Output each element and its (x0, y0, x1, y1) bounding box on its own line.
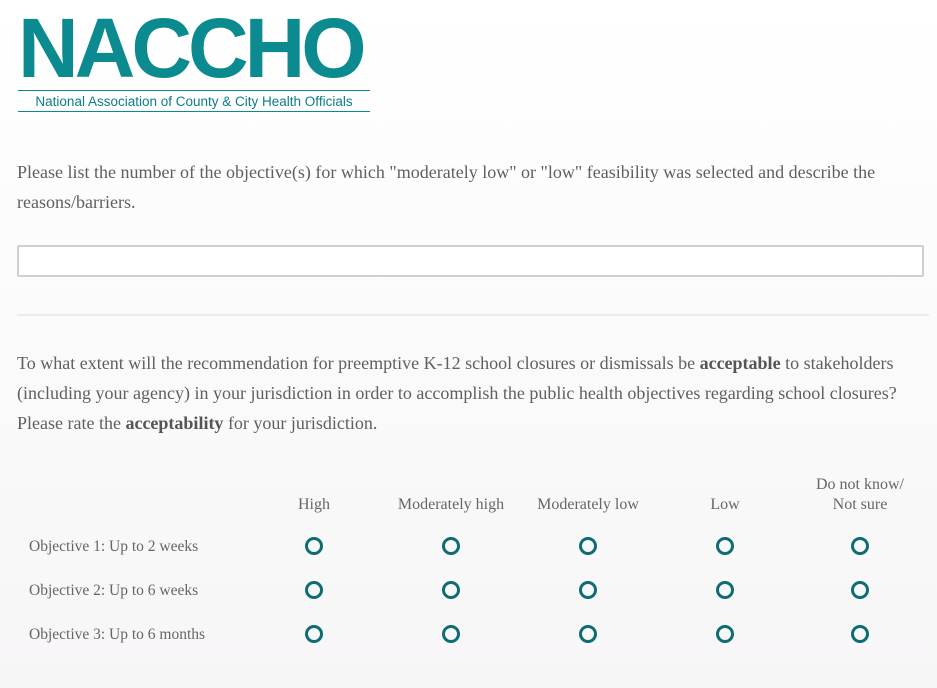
question-divider (17, 314, 929, 316)
radio-objective-1-low[interactable] (716, 537, 734, 555)
radio-objective-3-moderately-high[interactable] (442, 625, 460, 643)
radio-objective-2-not-sure[interactable] (851, 581, 869, 599)
radio-objective-1-not-sure[interactable] (851, 537, 869, 555)
radio-objective-2-low[interactable] (716, 581, 734, 599)
radio-objective-1-moderately-low[interactable] (579, 537, 597, 555)
row-label-objective-2: Objective 2: Up to 6 weeks (29, 582, 199, 599)
radio-objective-3-low[interactable] (716, 625, 734, 643)
question-2-part3: for your jurisdiction. (223, 413, 378, 433)
reasons-barriers-input[interactable] (17, 245, 924, 277)
radio-objective-3-moderately-low[interactable] (579, 625, 597, 643)
naccho-logo (18, 1, 378, 112)
logo-wordmark: NACCHO (18, 1, 363, 95)
logo-subtitle: National Association of County & City Health Officials (18, 90, 370, 112)
radio-objective-2-moderately-high[interactable] (442, 581, 460, 599)
column-header-moderately-high: Moderately high (397, 496, 505, 513)
question-2-text (17, 348, 902, 438)
row-label-objective-1: Objective 1: Up to 2 weeks (29, 538, 199, 555)
question-2-part2: to stakeholders (including your agency) in your jurisdiction in order to accomplish the public health objectives regarding school closures? Please rate the (17, 353, 897, 433)
question-1-text: Please list the number of the objective(s) for which "moderately low" or "low" feasibility was selected and describe the reasons/barriers. (17, 162, 876, 212)
column-header-not-sure-line1: Do not know/ (816, 476, 904, 493)
radio-objective-3-high[interactable] (305, 625, 323, 643)
radio-objective-3-not-sure[interactable] (851, 625, 869, 643)
radio-objective-2-high[interactable] (305, 581, 323, 599)
question-2-part1: To what extent will the recommendation for preemptive K-12 school closures or dismissals be (17, 353, 700, 373)
row-label-objective-3: Objective 3: Up to 6 months (29, 626, 206, 643)
question-2-bold-acceptability: acceptability (125, 413, 224, 433)
column-header-moderately-low: Moderately low (537, 496, 639, 513)
column-header-low: Low (710, 496, 740, 513)
column-header-high: High (298, 496, 330, 513)
radio-objective-1-moderately-high[interactable] (442, 537, 460, 555)
radio-objective-2-moderately-low[interactable] (579, 581, 597, 599)
radio-objective-1-high[interactable] (305, 537, 323, 555)
question-2-bold-acceptable: acceptable (699, 353, 781, 373)
column-header-not-sure (790, 475, 930, 515)
column-header-not-sure-line2: Not sure (832, 496, 888, 513)
